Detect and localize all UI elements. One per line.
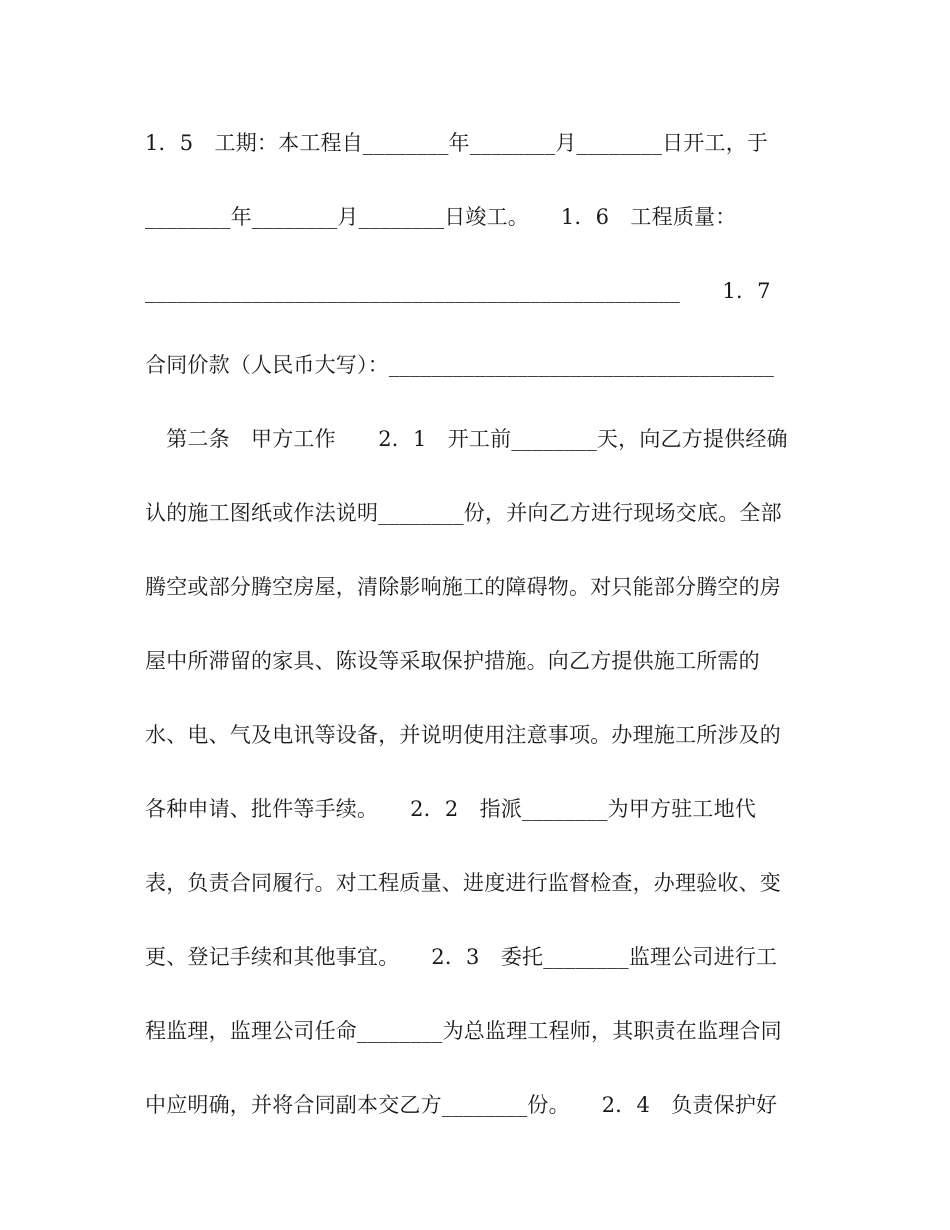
text-line: 屋中所滞留的家具、陈设等采取保护措施。向乙方提供施工所需的: [145, 649, 760, 673]
text-line: 表，负责合同履行。对工程质量、进度进行监督检查，办理验收、变: [145, 871, 781, 895]
text-line: __________________________________________________ 1．7: [145, 279, 771, 303]
text-line: 1．5 工期：本工程自________年________月________日开工，于: [145, 131, 769, 155]
text-line: ________年________月________日竣工。 1．6 工程质量：: [145, 205, 737, 229]
text-line: 各种申请、批件等手续。 2．2 指派________为甲方驻工地代: [145, 797, 757, 821]
text-line: 水、电、气及电讯等设备，并说明使用注意事项。办理施工所涉及的: [145, 723, 781, 747]
text-line: 合同价款（人民币大写）：____________________________________: [145, 353, 775, 377]
text-line: 中应明确，并将合同副本交乙方________份。 2．4 负责保护好: [145, 1093, 778, 1117]
text-line: 认的施工图纸或作法说明________份，并向乙方进行现场交底。全部: [145, 501, 782, 525]
text-line: 腾空或部分腾空房屋，清除影响施工的障碍物。对只能部分腾空的房: [145, 575, 781, 599]
text-line: 第二条 甲方工作 2．1 开工前________天，向乙方提供经确: [145, 427, 788, 451]
text-line: 更、登记手续和其他事宜。 2．3 委托________监理公司进行工: [145, 945, 778, 969]
text-line: 程监理，监理公司任命________为总监理工程师，其职责在监理合同: [145, 1019, 782, 1043]
